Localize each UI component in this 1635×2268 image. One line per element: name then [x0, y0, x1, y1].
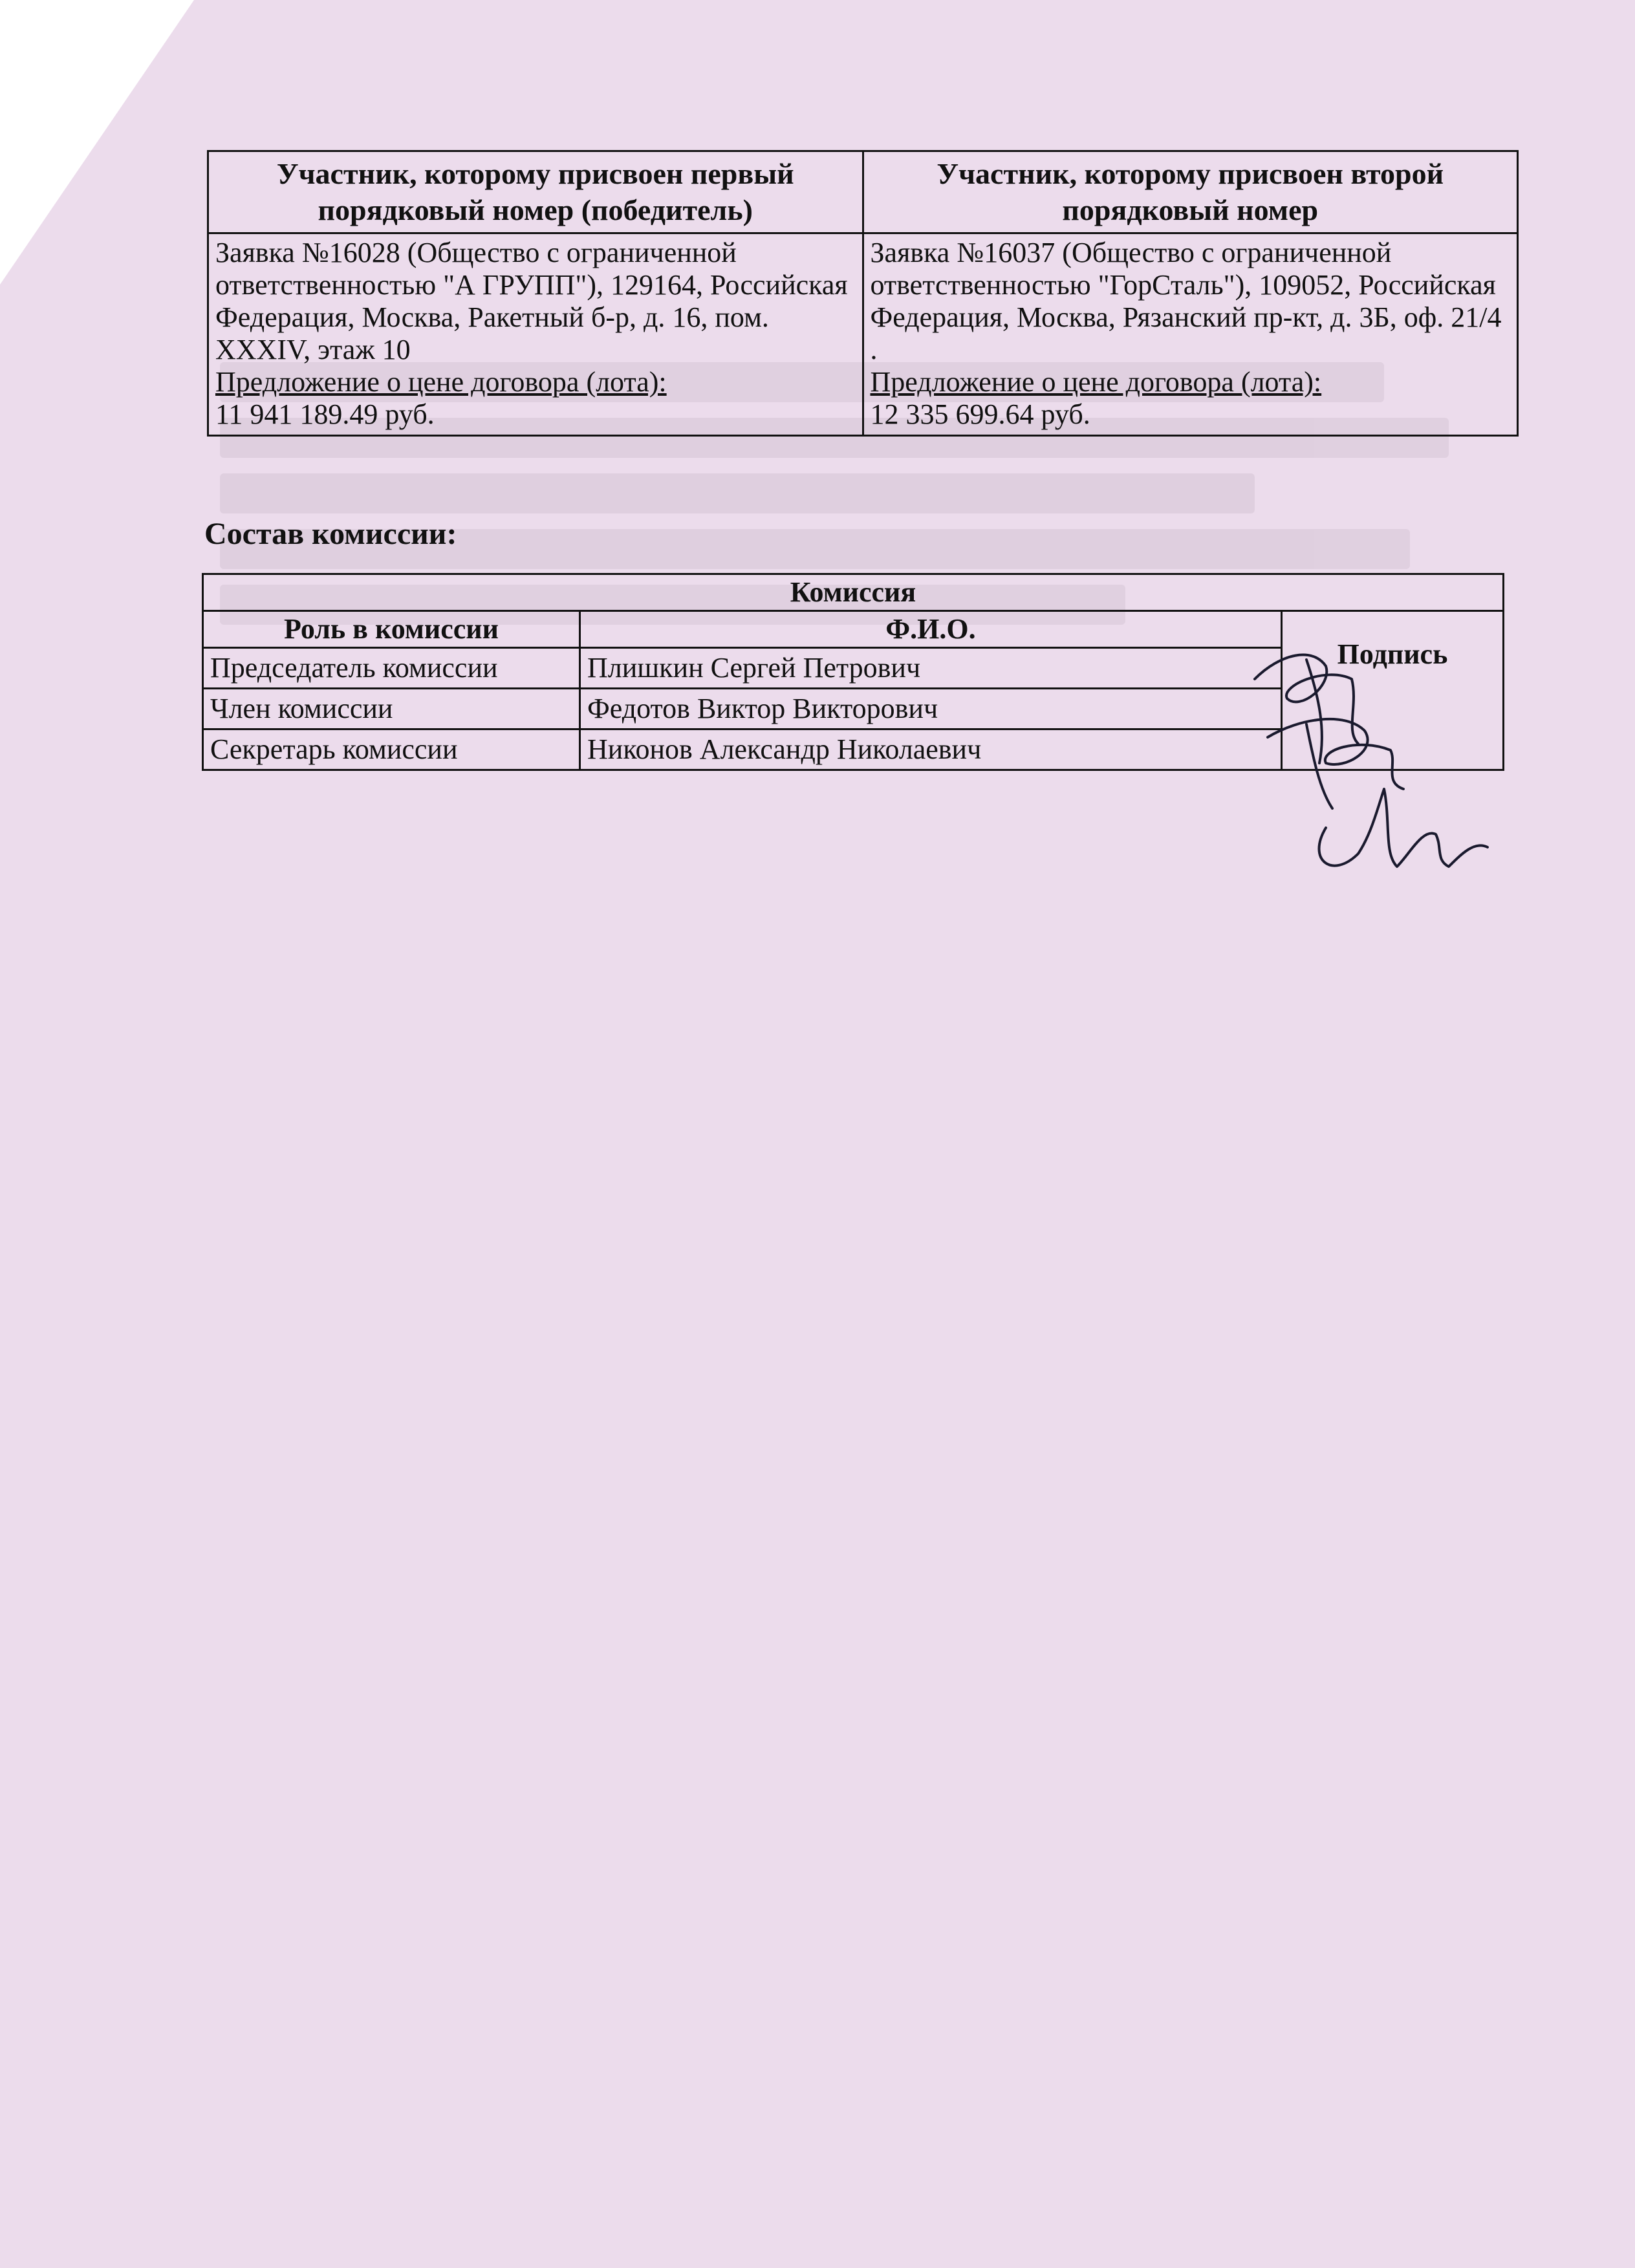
signature-secretary [1319, 789, 1488, 867]
second-place-bid: Заявка №16037 (Общество с ограниченной ответственностью "ГорСталь"), 109052, Российская Федерация, Москва, Рязанский пр-кт, д. 3Б, оф. 21/4 . [870, 237, 1502, 365]
role-header: Роль в комиссии [203, 611, 580, 648]
role-member: Член комиссии [203, 689, 580, 729]
name-chair: Плишкин Сергей Петрович [580, 648, 1282, 689]
second-place-price: 12 335 699.64 руб. [870, 398, 1090, 430]
first-place-bid: Заявка №16028 (Общество с ограниченной ответственностью "А ГРУПП"), 129164, Российская Федерация, Москва, Ракетный б-р, д. 16, пом. XXXIV, этаж 10 [215, 237, 848, 365]
name-header: Ф.И.О. [580, 611, 1282, 648]
role-secretary: Секретарь комиссии [203, 729, 580, 770]
second-place-cell [863, 233, 1518, 436]
second-place-price-label: Предложение о цене договора (лота): [870, 366, 1322, 398]
commission-composition-title: Состав комиссии: [204, 517, 457, 551]
folded-corner [0, 0, 194, 285]
name-secretary: Никонов Александр Николаевич [580, 729, 1282, 770]
commission-table-title: Комиссия [203, 574, 1504, 611]
winners-table [207, 150, 1519, 437]
first-place-price-label: Предложение о цене договора (лота): [215, 366, 667, 398]
role-chair: Председатель комиссии [203, 648, 580, 689]
first-place-price: 11 941 189.49 руб. [215, 398, 435, 430]
first-place-cell [208, 233, 863, 436]
first-place-header: Участник, которому присвоен первый порядковый номер (победитель) [208, 151, 863, 233]
signature-header: Подпись [1337, 638, 1448, 670]
second-place-header: Участник, которому присвоен второй порядковый номер [863, 151, 1518, 233]
name-member: Федотов Виктор Викторович [580, 689, 1282, 729]
handwritten-signatures [1229, 640, 1513, 886]
